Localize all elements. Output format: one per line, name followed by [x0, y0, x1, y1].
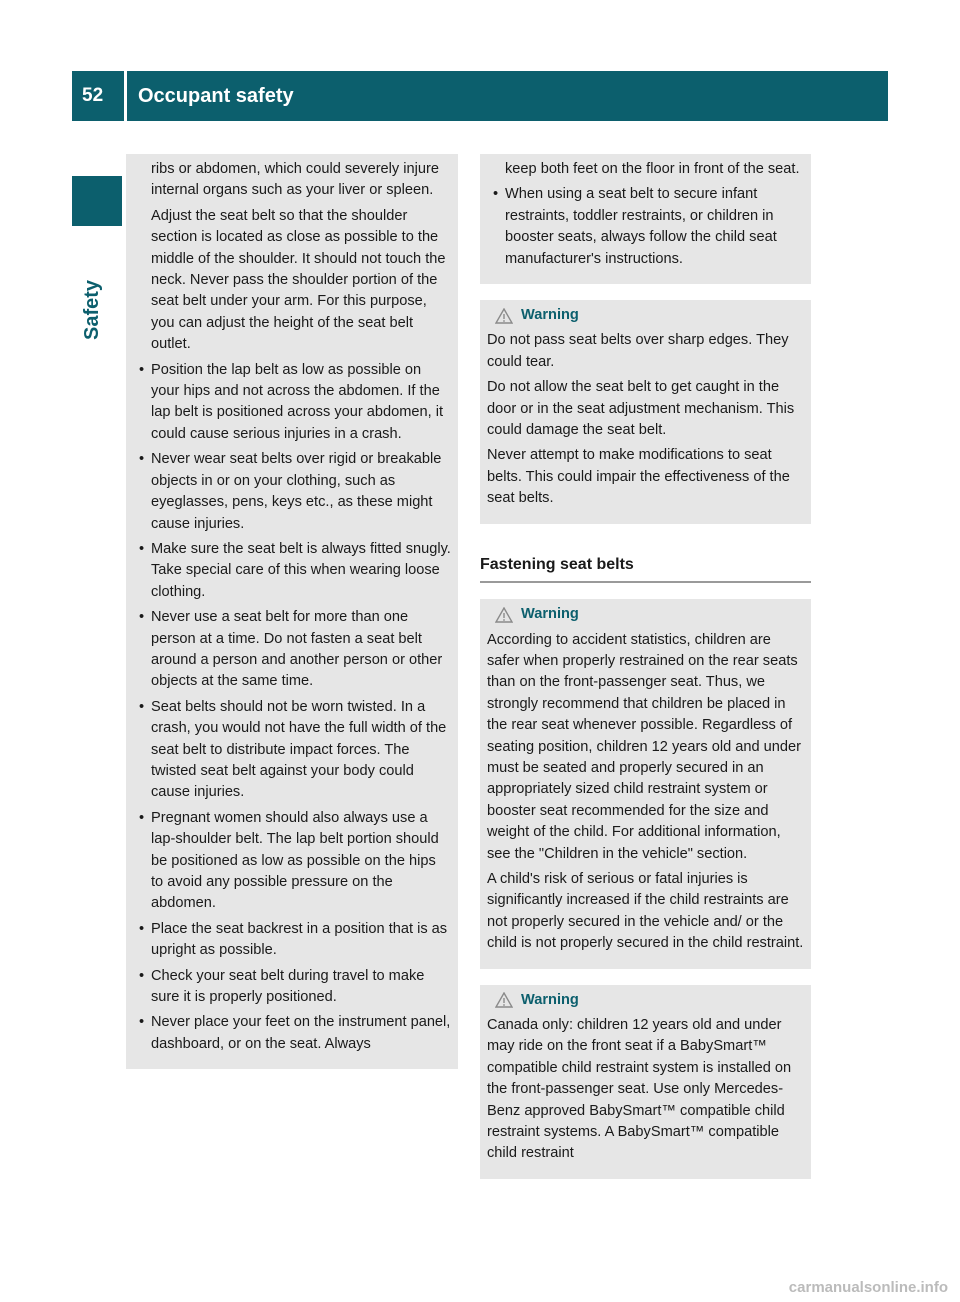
- warning-paragraph: Never attempt to make modifications to seat belts. This could impair the effectiveness of the seat belts.: [487, 447, 790, 507]
- warning-paragraph: Do not allow the seat belt to get caught in the door or in the seat adjustment mechanism. This could damage the seat belt.: [487, 379, 795, 439]
- list-item: • Position the lap belt as low as possible on your hips and not across the abdomen. If the lap belt is positioned across your abdomen, it could cause serious injuries in a crash.: [139, 360, 451, 446]
- list-item: • When using a seat belt to secure infant restraints, toddler restraints, or children in booster seats, always follow the child seat manufacturer's instructions.: [493, 184, 804, 270]
- warning-box: [480, 985, 811, 1179]
- section-side-label: Safety: [81, 279, 103, 340]
- warning-paragraph: A child's risk of serious or fatal injuries is significantly increased if the child restraints are not properly secured in the vehicle and/ or the child is not properly secured in the child restraint.: [487, 870, 804, 952]
- warning-paragraph: Do not pass seat belts over sharp edges. They could tear.: [487, 332, 789, 370]
- warning-triangle-icon: [495, 992, 513, 1008]
- warning-label: Warning: [521, 991, 579, 1008]
- list-item: • Never use a seat belt for more than one person at a time. Do not fasten a seat belt around a person and another person or other objects at the same time.: [139, 607, 451, 693]
- right-warning-continuation-box: [480, 154, 811, 284]
- warning-label: Warning: [521, 606, 579, 623]
- continued-text: keep both feet on the floor in front of the seat.: [505, 161, 800, 177]
- warning-box: [480, 300, 811, 524]
- page-title: Occupant safety: [138, 84, 294, 107]
- list-item: • Never place your feet on the instrument panel, dashboard, or on the seat. Always: [139, 1012, 451, 1055]
- list-item: • Seat belts should not be worn twisted. In a crash, you would not have the full width of the seat belt to distribute impact forces. The twisted seat belt against your body could cause injuries.: [139, 697, 451, 804]
- warning-heading: [495, 305, 804, 326]
- list-item: • Make sure the seat belt is always fitted snugly. Take special care of this when wearing loose clothing.: [139, 539, 451, 603]
- warning-heading: [495, 990, 804, 1011]
- page-number: 52: [82, 85, 104, 106]
- warning-box: [480, 599, 811, 969]
- adjust-paragraph: Adjust the seat belt so that the shoulder section is located as close as possible to the middle of the shoulder. It should not touch the neck. Never pass the shoulder portion of the seat belt under your arm. For this purpose, you can adjust the height of the seat belt outlet.: [151, 207, 446, 353]
- list-item: • Check your seat belt during travel to make sure it is properly positioned.: [139, 966, 451, 1009]
- section-heading: Fastening seat belts: [480, 540, 811, 583]
- watermark: carmanualsonline.info: [788, 1279, 948, 1296]
- warning-triangle-icon: [495, 308, 513, 324]
- warning-triangle-icon: [495, 607, 513, 623]
- list-item: • Place the seat backrest in a position that is as upright as possible.: [139, 919, 451, 962]
- warning-label: Warning: [521, 307, 579, 324]
- list-item: • Pregnant women should also always use a lap-shoulder belt. The lap belt portion should be positioned as low as possible on the hips to avoid any possible pressure on the abdomen.: [139, 808, 451, 915]
- right-column: [480, 154, 811, 1179]
- warning-paragraph: According to accident statistics, children are safer when properly restrained on the rear seats than on the front-passenger seat. Thus, we strongly recommend that children be placed in the rear seat whenever possible. Regardless of seating position, children 12 years old and under must be seated and properly secured in an appropriately sized child restraint system or booster seat recommended for the size and weight of the child. For additional information, see the "Children in the vehicle" section.: [487, 631, 801, 862]
- warning-heading: [495, 604, 804, 625]
- warning-paragraph: Canada only: children 12 years old and under may ride on the front seat if a BabySmart™ compatible child restraint system is installed on the front-passenger seat. Use only Mercedes-Benz approved BabySmart™ compatible child restraint systems. A BabySmart™ compatible child restraint: [487, 1017, 792, 1162]
- list-item: • Never wear seat belts over rigid or breakable objects in or on your clothing, such as eyeglasses, pens, keys etc., as these might cause injuries.: [139, 449, 451, 535]
- section-tab-marker: [72, 176, 122, 226]
- left-column: [126, 154, 458, 1069]
- continued-text: ribs or abdomen, which could severely injure internal organs such as your liver or spleen.: [151, 161, 439, 199]
- page-header: [72, 71, 888, 121]
- left-warning-continuation-box: [126, 154, 458, 1069]
